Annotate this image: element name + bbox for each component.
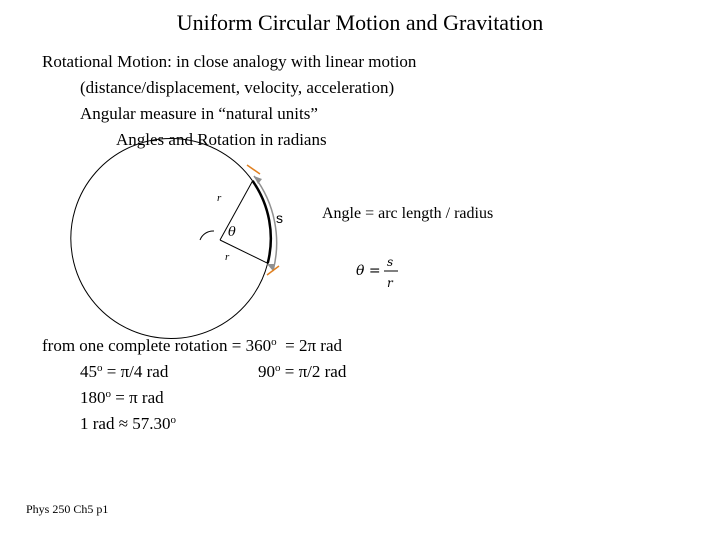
conversion-180-rad: = π rad — [111, 388, 164, 407]
degree-sup: o — [105, 388, 111, 400]
conversion-90-deg: 90 — [258, 362, 275, 381]
slide-title: Uniform Circular Motion and Gravitation — [176, 10, 544, 35]
highlighted-arc — [253, 181, 271, 263]
label-r-top: r — [217, 192, 222, 204]
angle-mark — [200, 231, 214, 240]
conversion-45 — [80, 358, 168, 382]
full-rotation-line — [42, 332, 342, 356]
theta-formula — [356, 252, 406, 296]
conversion-180-deg: 180 — [80, 388, 106, 407]
formula-numerator: s — [387, 255, 394, 269]
label-theta: θ — [228, 225, 236, 240]
formula-denominator: r — [387, 276, 393, 290]
arc-length-caption: Angle = arc length / radius — [322, 205, 494, 222]
text-line-radians: Angles and Rotation in radians — [116, 130, 327, 149]
conversion-45-rad: = π/4 rad — [102, 362, 169, 381]
full-rotation-value: = 2π rad — [276, 336, 343, 355]
arc-length-diagram — [130, 160, 300, 280]
formula-lhs: θ = — [356, 263, 381, 279]
degree-sup: o — [97, 362, 103, 374]
radius-line-top — [220, 181, 253, 240]
text-line-angular-measure: Angular measure in “natural units” — [80, 104, 318, 123]
label-s: s — [276, 210, 283, 226]
slide-footer: Phys 250 Ch5 p1 — [26, 502, 109, 516]
full-rotation-text: from one complete rotation = 360 — [42, 336, 272, 355]
conversion-1rad — [80, 410, 176, 434]
conversion-1rad-text: 1 rad ≈ 57.30 — [80, 414, 171, 433]
conversion-45-deg: 45 — [80, 362, 97, 381]
conversion-90-rad: = π/2 rad — [280, 362, 347, 381]
text-line-rotational-motion: Rotational Motion: in close analogy with linear motion — [42, 52, 417, 71]
circle-arc — [71, 138, 268, 338]
text-line-quantities: (distance/displacement, velocity, acceleration) — [80, 78, 395, 97]
conversion-90 — [258, 358, 346, 382]
tick-mark-top — [247, 165, 260, 174]
degree-sup: o — [170, 414, 177, 426]
degree-sup: o — [271, 336, 277, 348]
conversion-180 — [80, 384, 164, 408]
degree-sup: o — [275, 362, 281, 374]
label-r-bottom: r — [225, 251, 230, 263]
